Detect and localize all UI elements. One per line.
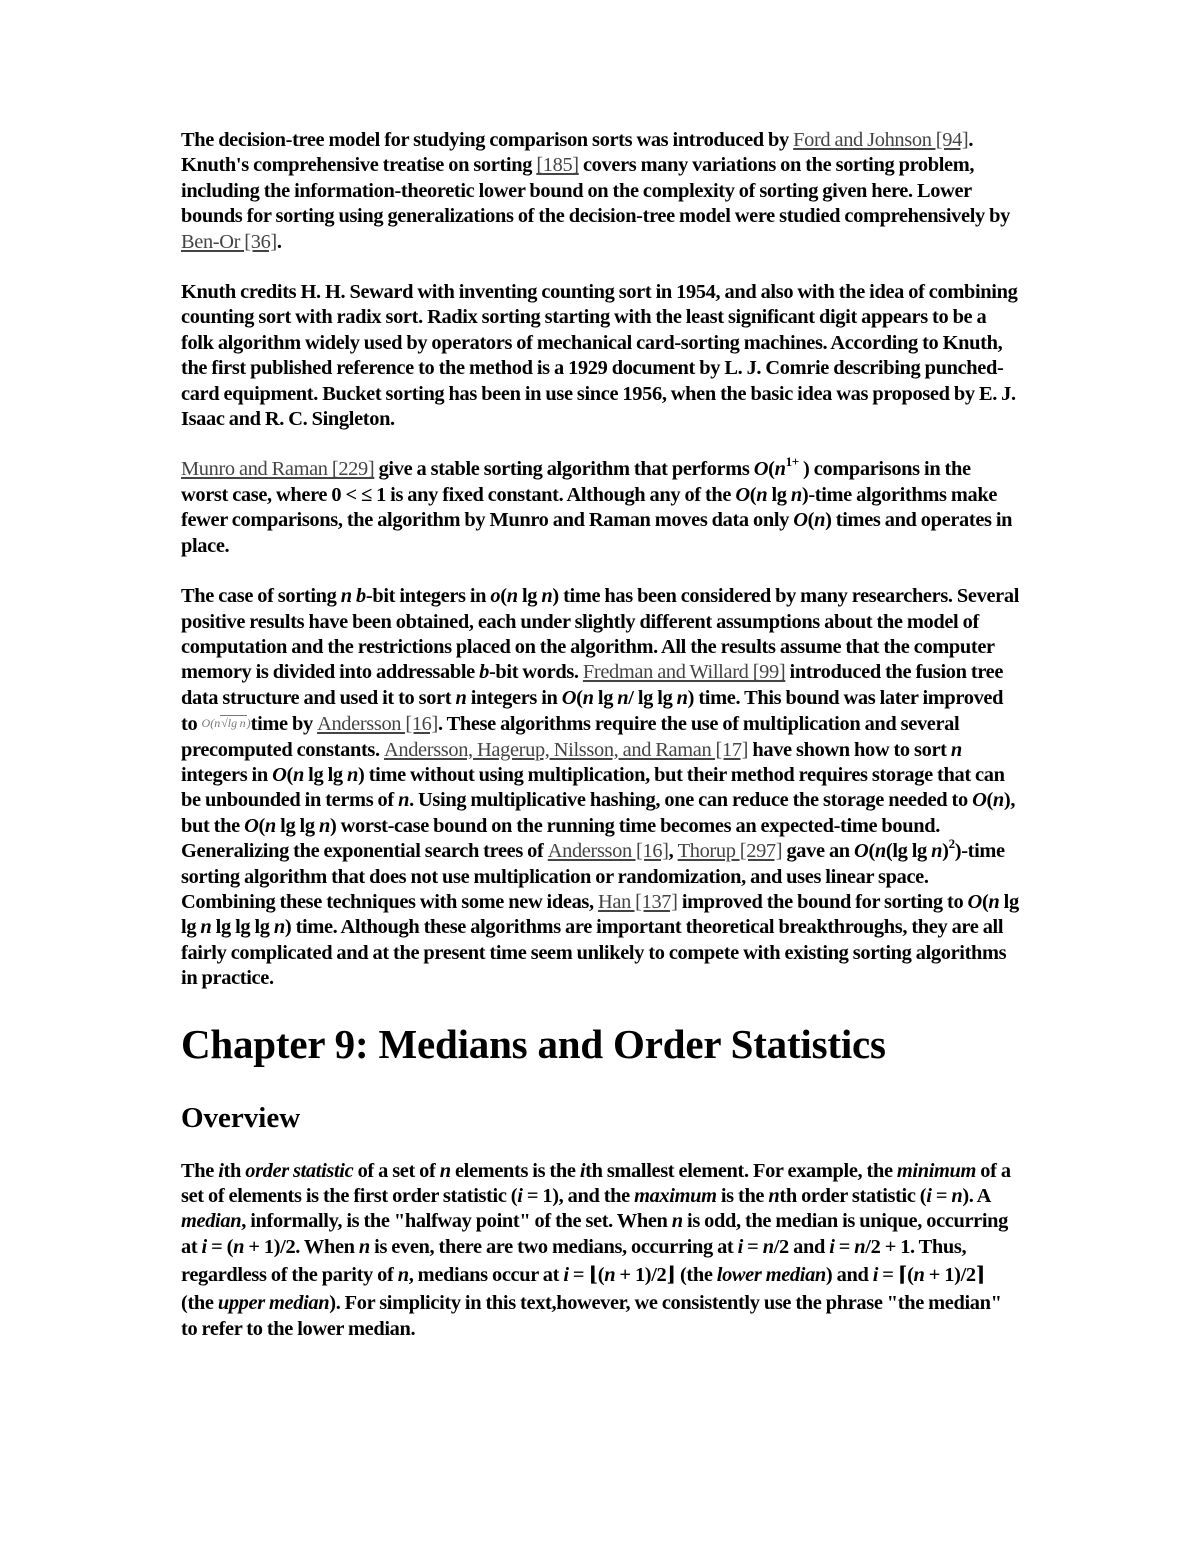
math-var: n (233, 1235, 245, 1258)
math-var: O (753, 458, 769, 481)
text-run: . These algorithms require the use of multiplication and several precomputed constants. (181, 713, 960, 761)
math-var: O (793, 509, 808, 532)
math-var: n (439, 1159, 451, 1182)
paragraph-munro-raman (181, 454, 1021, 559)
text-run: ) comparisons in the worst case, where 0 < ≤ 1 is any fixed constant. Although any of the (181, 458, 971, 506)
math-var: i (926, 1185, 932, 1207)
term-maximum: maximum (634, 1185, 717, 1207)
text-run: ). A (962, 1185, 990, 1207)
text-run: . Using multiplicative hashing, one can reduce the storage needed to (409, 789, 973, 812)
text-run: )-time sorting algorithm that does not use multiplication or randomization, and uses linear space. Combining these techniques with some new ideas, (181, 840, 1005, 913)
text-run: ( (986, 789, 993, 812)
math-var: n (874, 840, 886, 863)
math-var: n (397, 1264, 409, 1287)
math-var: n (604, 1264, 616, 1287)
text-run: = (931, 1185, 952, 1207)
paragraph-counting-sort-history: Knuth credits H. H. Seward with inventing counting sort in 1954, and also with the idea of combining counting sort with radix sort. Radix sorting starting with the least significant digit appears to be a folk algorithm widely used by operators of mechanical card-sorting machines. According to Knuth, the first published reference to the method is a 1929 document by L. J. Comrie describing punched-card equipment. Bucket sorting has been in use since 1956, when the basic idea was proposed by E. J. Isaac and R. C. Singleton. (181, 281, 1018, 431)
text-run: = (878, 1264, 898, 1287)
text-run: )-time algorithms make fewer comparisons, the algorithm by Munro and Raman moves data only (181, 483, 998, 532)
math-var: n (988, 890, 1000, 913)
math-var: n (768, 1185, 780, 1207)
citation-link-thorup[interactable]: Thorup [297] (677, 840, 783, 863)
text-run: lg lg lg (211, 916, 274, 939)
text-run: lg (767, 483, 791, 506)
text-run: The (181, 1159, 219, 1182)
citation-link-han[interactable]: Han [137] (598, 890, 678, 913)
math-var: i (218, 1159, 224, 1182)
text-run: ( (258, 814, 265, 837)
text-run: give a stable sorting algorithm that performs (374, 458, 754, 481)
math-var: n (756, 483, 768, 506)
math-var: O (272, 763, 287, 786)
section-title-overview: Overview (181, 1101, 301, 1134)
text-run: / lg lg (628, 686, 677, 709)
math-var: n (814, 509, 826, 532)
citation-link-ford-johnson[interactable]: Ford and Johnson [94] (793, 129, 969, 151)
text-run: . Knuth's comprehensive treatise on sorting (181, 129, 974, 177)
text-run: lg lg (181, 890, 1019, 939)
text-run: The decision-tree model for studying comparison sorts was introduced by (181, 129, 794, 151)
text-run: gave an (782, 840, 855, 863)
math-var: n (200, 916, 212, 939)
formula-suffix: ) (246, 716, 251, 731)
chapter-title: Chapter 9: Medians and Order Statistics (181, 1020, 886, 1067)
text-run: ( (807, 509, 815, 532)
math-var: i (872, 1264, 879, 1287)
text-run: ) (942, 840, 949, 863)
text-run: have shown how to sort (748, 738, 951, 761)
text-run: (lg lg (885, 840, 932, 863)
text-run: /2 + 1. Thus, regardless of the parity of (181, 1235, 967, 1287)
text-run: ) time without using multiplication, but their method requires storage that can be unbounded in terms of (181, 763, 1005, 812)
text-run: + 1)/2. When (244, 1235, 359, 1258)
math-var: n (774, 458, 786, 481)
citation-link-munro-raman[interactable]: Munro and Raman [229] (181, 458, 375, 481)
text-run: ) time. This bound was later improved to (181, 686, 1004, 736)
text-run: ). For simplicity in this text,however, we consistently use the phrase "the median" to refer to the lower median. (181, 1292, 1002, 1340)
math-var: n (913, 1264, 925, 1287)
text-run: is the (716, 1185, 769, 1207)
math-var: O (244, 814, 259, 837)
text-run: of a set of elements is the first order statistic ( (181, 1159, 1011, 1207)
text-run: time by (250, 713, 318, 736)
text-run: + 1)/2⌉ (the (181, 1264, 986, 1315)
term-upper-median: upper median (217, 1292, 330, 1315)
text-run: ) and (825, 1264, 873, 1287)
math-var: n (273, 916, 285, 939)
math-var: n (340, 585, 352, 608)
math-var: i (563, 1264, 569, 1287)
text-run: ) worst-case bound on the running time becomes an expected-time bound. Generalizing the exponential search trees of (181, 814, 940, 863)
text-run: ), but the (181, 789, 1016, 837)
superscript: 1+ (785, 454, 799, 470)
math-var: n (931, 840, 943, 863)
math-var: n (617, 686, 629, 709)
math-var: i (201, 1235, 207, 1258)
citation-link-fredman-willard[interactable]: Fredman and Willard [99] (582, 661, 786, 684)
text-run: ( (768, 458, 775, 481)
term-lower-median: lower median (716, 1264, 826, 1287)
text-run: ( (868, 840, 875, 863)
math-var: i (829, 1235, 835, 1258)
math-var: O (972, 789, 987, 812)
citation-link-andersson-16[interactable]: Andersson [16] (317, 713, 438, 736)
math-var: O (735, 483, 750, 506)
citation-link-andersson-hagerup[interactable]: Andersson, Hagerup, Nilsson, and Raman [17] (383, 738, 749, 761)
math-var: n (762, 1235, 774, 1258)
paragraph-decision-tree-notes (181, 128, 1021, 255)
text-run: integers in (466, 686, 562, 709)
text-run: ( (500, 585, 507, 608)
math-var: n (790, 483, 802, 506)
term-median: median (181, 1210, 242, 1233)
math-var: n (854, 1235, 866, 1258)
math-var: n (676, 686, 688, 709)
math-var: b (479, 661, 489, 684)
text-run: = (742, 1235, 763, 1258)
text-run: . (276, 230, 282, 253)
text-run: , (668, 840, 678, 863)
text-run: ⌈( (897, 1264, 914, 1287)
math-var: n (992, 789, 1004, 812)
math-var: b (356, 585, 366, 608)
math-var: n (506, 585, 518, 608)
text-run: The case of sorting (181, 585, 341, 608)
math-var: n (455, 686, 467, 709)
math-var: n (358, 1235, 370, 1258)
math-var: n (347, 763, 359, 786)
math-var: i (737, 1235, 743, 1258)
text-run: lg (593, 686, 618, 709)
math-var: n (951, 1185, 963, 1207)
math-var: n (318, 814, 330, 837)
text-run: th smallest element. For example, the (585, 1159, 897, 1182)
citation-link-andersson-16-second[interactable]: Andersson [16] (547, 840, 669, 863)
text-run: covers many variations on the sorting problem, including the information-theoretic lower bound on the complexity of sorting given here. Lower bounds for sorting using generalizations of the decision-tree model were studied comprehensively by (181, 154, 1010, 228)
text-run: = ( (206, 1235, 234, 1258)
text-run: ) time. Although these algorithms are important theoretical breakthroughs, they are all fairly complicated and at the present time seem unlikely to compete with existing sorting algorithms in practice. (181, 916, 1007, 990)
text-run: + 1)/2⌋ (the (615, 1264, 717, 1287)
term-order-statistic: order statistic (245, 1159, 354, 1182)
citation-link-ben-or[interactable]: Ben-Or [36] (181, 230, 277, 253)
text-run: ) times and operates in place. (181, 509, 1013, 557)
text-run: ( (286, 763, 293, 786)
term-minimum: minimum (896, 1159, 977, 1182)
text-run: ⌊( (588, 1264, 605, 1287)
text-run: ) time has been considered by many researchers. Several positive results have been obtained, each under slightly different assumptions about the model of computation and the restrictions placed on the algorithm. All the results assume that the computer memory is divided into addressable (181, 585, 1020, 684)
math-var: n (264, 814, 276, 837)
text-run: -bit integers in (365, 585, 491, 608)
math-var: O (854, 840, 869, 863)
text-run: , informally, is the "halfway point" of the set. When (241, 1210, 672, 1233)
document-page (181, 128, 1021, 1367)
text-run: th (223, 1159, 246, 1182)
text-run: lg (517, 585, 542, 608)
superscript: 2 (948, 836, 955, 852)
sqrt-term: √lg n (221, 716, 246, 731)
text-run: /2 and (773, 1235, 830, 1258)
text-run: = (568, 1264, 589, 1287)
math-var: i (517, 1185, 523, 1207)
paragraph-integer-sorting (181, 584, 1021, 992)
math-var: n (950, 738, 962, 761)
math-var: o (490, 585, 501, 608)
text-run: is even, there are two medians, occurring at (369, 1235, 738, 1258)
paragraph-order-statistics (181, 1159, 1021, 1342)
math-var: n (541, 585, 553, 608)
math-var: n (582, 686, 594, 709)
math-var: n (292, 763, 304, 786)
text-run: ( (749, 483, 757, 506)
text-run: = (834, 1235, 855, 1258)
math-var: n (671, 1210, 683, 1233)
math-var: O (967, 890, 982, 913)
citation-link-185[interactable]: [185] (536, 154, 579, 177)
math-formula-image (202, 711, 251, 736)
text-run: ( (576, 686, 583, 709)
floor-expression (588, 1264, 716, 1286)
text-run: th order statistic ( (779, 1185, 927, 1207)
text-run: is odd, the median is unique, occurring at (181, 1210, 1009, 1258)
math-var: n (398, 789, 410, 812)
text-run: , medians occur at (408, 1264, 564, 1287)
text-run: lg lg (303, 763, 348, 786)
text-run: introduced the fusion tree data structure and used it to sort (181, 661, 1004, 709)
formula-prefix: O(n (201, 716, 221, 731)
text-run: -bit words. (488, 661, 583, 684)
math-var: i (579, 1159, 586, 1182)
text-run: ( (981, 890, 989, 913)
text-run: improved the bound for sorting to (677, 890, 968, 913)
math-var: O (561, 686, 577, 709)
text-run: lg lg (275, 814, 319, 837)
text-run: = 1), and the (522, 1185, 635, 1207)
text-run: elements is the (450, 1159, 580, 1182)
text-run: integers in (181, 763, 273, 786)
text-run: of a set of (353, 1159, 440, 1182)
